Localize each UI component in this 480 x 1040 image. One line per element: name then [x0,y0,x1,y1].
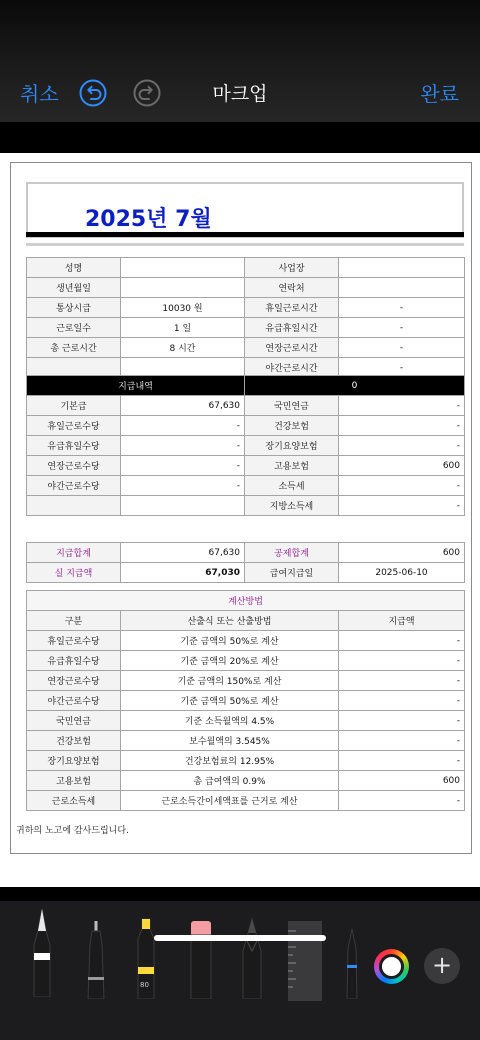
holiday-hours-value: - [339,298,465,318]
paid-holiday-hours-value: - [339,318,465,338]
table-row [27,456,465,476]
table-row [27,651,465,671]
deduction-label: 건강보험 [245,416,339,436]
pay-item-label: 기본급 [27,396,121,416]
table-row [27,298,465,318]
calc-formula: 기준 금액의 50%로 계산 [121,631,339,651]
pen-tool-icon[interactable] [28,907,56,997]
table-row [27,318,465,338]
pay-item-label: 유급휴일수당 [27,436,121,456]
add-tool-button[interactable]: + [424,948,460,984]
calc-amount: - [339,751,465,771]
pay-header-right: 0 [245,376,465,396]
calc-formula: 건강보험료의 12.95% [121,751,339,771]
done-button[interactable]: 완료 [420,82,459,106]
table-row [27,258,465,278]
calc-amount: - [339,671,465,691]
contact-label: 연락처 [245,278,339,298]
calc-amount: - [339,791,465,811]
calc-amount: - [339,631,465,651]
calc-amount: 600 [339,771,465,791]
pay-item-label [27,496,121,516]
pay-total-label: 지급합계 [27,543,121,563]
pay-item-value: - [121,476,245,496]
table-row [27,791,465,811]
calculation-section-title: 계산방법 [27,591,465,611]
calc-formula: 보수월액의 3.545% [121,731,339,751]
highlighter-width-label: 80 [140,981,149,989]
overtime-hours-value: - [339,338,465,358]
color-wheel-icon[interactable] [374,949,409,984]
deduction-total-label: 공제합계 [245,543,339,563]
calc-amount: - [339,711,465,731]
eraser-tool-icon[interactable] [187,919,215,999]
night-hours-label: 야간근로시간 [245,358,339,378]
birth-value [121,278,245,298]
table-row [27,691,465,711]
pay-item-label: 연장근로수당 [27,456,121,476]
pay-item-value: - [121,436,245,456]
page-title: 마크업 [212,83,268,105]
tool-palette [0,887,480,1040]
document-canvas[interactable] [0,153,480,887]
table-row [27,591,465,611]
workdays-label: 근로일수 [27,318,121,338]
calc-amount: - [339,691,465,711]
table-row [27,671,465,691]
calc-formula: 근로소득간이세액표를 근거로 계산 [121,791,339,811]
calc-item-label: 고용보험 [27,771,121,791]
deduction-value: - [339,476,465,496]
pay-item-value: - [121,416,245,436]
calc-item-label: 국민연금 [27,711,121,731]
totals-table [26,542,465,583]
calc-item-label: 장기요양보험 [27,751,121,771]
calc-formula: 기준 소득월액의 4.5% [121,711,339,731]
calc-item-label: 건강보험 [27,731,121,751]
footer-note: 귀하의 노고에 감사드립니다. [16,826,129,836]
table-row [27,496,465,516]
calc-item-label: 야간근로수당 [27,691,121,711]
pay-item-value: 67,630 [121,396,245,416]
workplace-label: 사업장 [245,258,339,278]
calc-formula: 기준 금액의 20%로 계산 [121,651,339,671]
title-divider [26,232,464,237]
net-pay-value: 67,030 [121,563,245,583]
table-row [27,631,465,651]
calc-formula: 기준 금액의 150%로 계산 [121,671,339,691]
pay-date-label: 급여지급일 [245,563,339,583]
document-title: 2025년 7월 [85,207,212,232]
name-label: 성명 [27,258,121,278]
markup-toolbar [0,0,480,122]
table-row [27,436,465,456]
pay-total-value: 67,630 [121,543,245,563]
calculation-table [26,590,465,811]
total-hours-label: 총 근로시간 [27,338,121,358]
birth-label: 생년월일 [27,278,121,298]
workplace-value [339,258,465,278]
deduction-label: 고용보험 [245,456,339,476]
fountain-pen-tool-icon[interactable] [342,927,362,999]
calc-amount: - [339,651,465,671]
table-row [27,416,465,436]
night-hours-value: - [339,358,465,378]
workdays-value: 1 일 [121,318,245,338]
net-pay-label: 실 지급액 [27,563,121,583]
wage-label: 통상시급 [27,298,121,318]
table-row [27,771,465,791]
column-header: 산출식 또는 산출방법 [121,611,339,631]
deduction-label: 장기요양보험 [245,436,339,456]
deduction-label: 지방소득세 [245,496,339,516]
pencil-tool-icon[interactable] [238,917,266,999]
table-header-row [27,611,465,631]
deduction-value: - [339,416,465,436]
total-hours-value: 8 시간 [121,338,245,358]
table-row [27,563,465,583]
column-header: 구분 [27,611,121,631]
overtime-hours-label: 연장근로시간 [245,338,339,358]
fineliner-tool-icon[interactable] [82,919,110,999]
deduction-value: - [339,496,465,516]
paid-holiday-hours-label: 유급휴일시간 [245,318,339,338]
ruler-tool-icon[interactable] [286,921,324,1001]
deduction-value: - [339,396,465,416]
pay-item-value [121,496,245,516]
table-row [27,338,465,358]
calc-item-label: 유급휴일수당 [27,651,121,671]
holiday-hours-label: 휴일근로시간 [245,298,339,318]
cancel-button[interactable]: 취소 [20,82,59,106]
table-row [27,543,465,563]
home-indicator [154,935,326,941]
pay-item-label: 야간근로수당 [27,476,121,496]
pay-item-label: 휴일근로수당 [27,416,121,436]
employee-info-table [26,257,465,378]
table-row [27,278,465,298]
deduction-total-value: 600 [339,543,465,563]
calc-item-label: 휴일근로수당 [27,631,121,651]
calc-amount: - [339,731,465,751]
name-value [121,258,245,278]
pay-header-left: 지급내역 [27,376,245,396]
calc-formula: 기준 금액의 50%로 계산 [121,691,339,711]
pay-details-table [26,375,465,516]
title-divider-thin [26,243,464,246]
deduction-value: 600 [339,456,465,476]
deduction-value: - [339,436,465,456]
contact-value [339,278,465,298]
calc-item-label: 연장근로수당 [27,671,121,691]
column-header: 지급액 [339,611,465,631]
pay-header-row [27,376,465,396]
tool-palette-panel [0,901,480,1040]
deduction-label: 국민연금 [245,396,339,416]
pay-date-value: 2025-06-10 [339,563,465,583]
wage-value: 10030 원 [121,298,245,318]
deduction-label: 소득세 [245,476,339,496]
calc-item-label: 근로소득세 [27,791,121,811]
table-row [27,731,465,751]
table-row [27,396,465,416]
table-row [27,476,465,496]
table-row [27,751,465,771]
title-box [26,182,464,238]
table-row [27,711,465,731]
pay-item-value: - [121,456,245,476]
calc-formula: 총 급여액의 0.9% [121,771,339,791]
canvas-gap [0,122,480,153]
